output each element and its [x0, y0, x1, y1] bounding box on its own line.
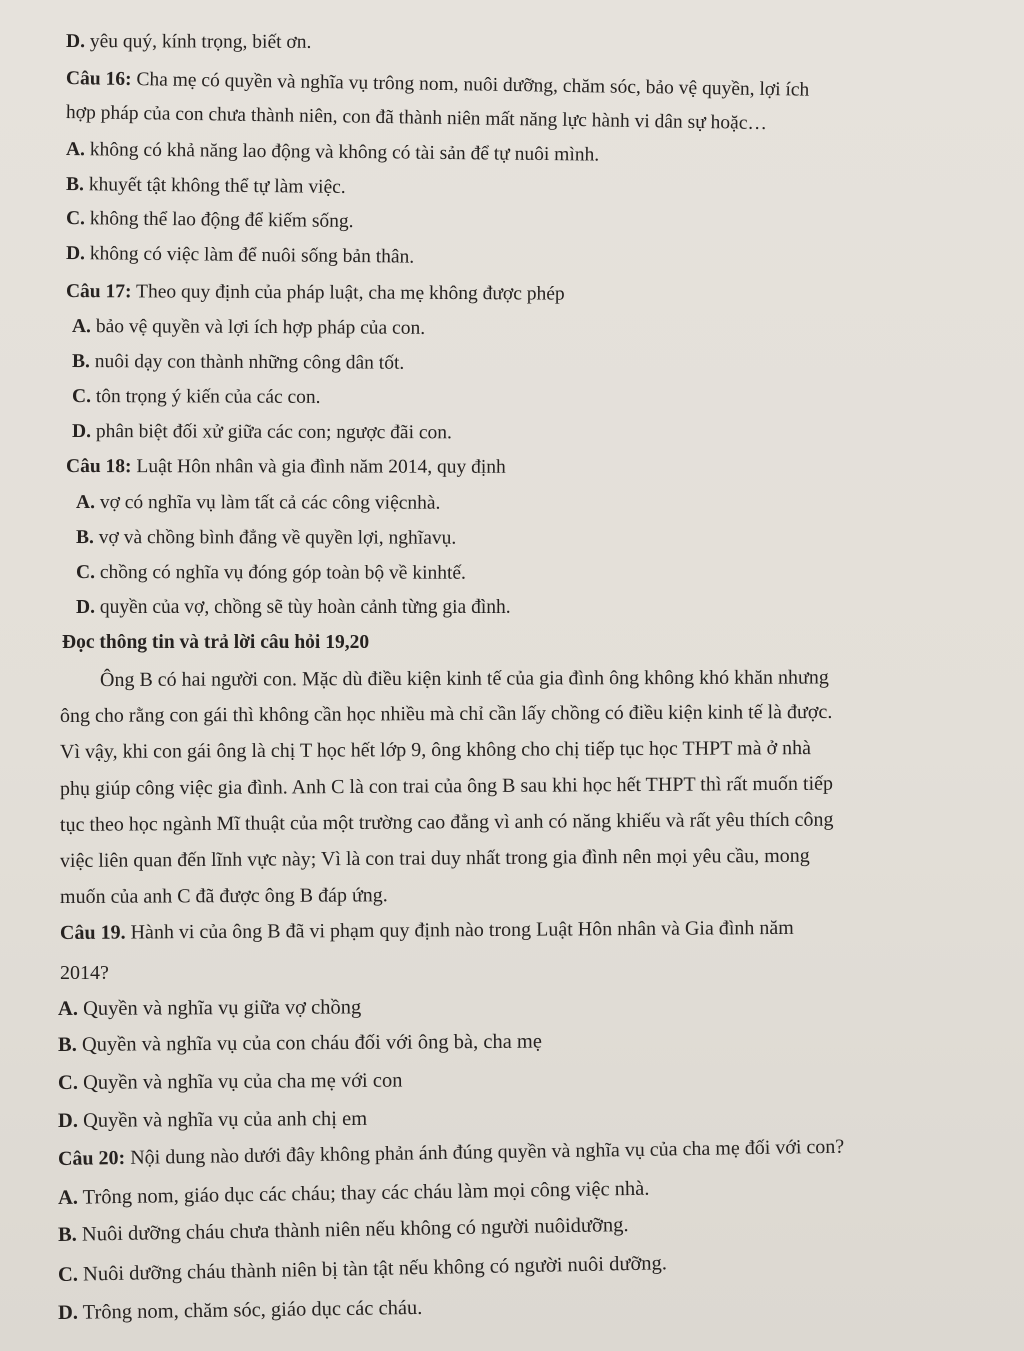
q16-option-b	[66, 172, 346, 201]
q19-option-b	[58, 1029, 542, 1058]
option-text: Trông nom, giáo dục các cháu; thay các cháu làm mọi công việc nhà.	[77, 1177, 650, 1209]
question-number: Câu 16:	[65, 68, 132, 91]
option-text: bảo vệ quyền và lợi ích hợp pháp của con.	[90, 316, 426, 339]
option-label: B.	[57, 1223, 78, 1246]
option-text: không có việc làm để nuôi sống bản thân.	[84, 243, 415, 268]
q18-question	[66, 454, 506, 481]
option-text: yêu quý, kính trọng, biết ơn.	[84, 31, 312, 53]
option-label: B.	[71, 351, 90, 373]
q16-option-a	[66, 137, 599, 169]
question-number: Câu 19.	[59, 921, 126, 944]
option-label: B.	[75, 527, 94, 549]
question-text: Cha mẹ có quyền và nghĩa vụ trông nom, nuôi dưỡng, chăm sóc, bảo vệ quyền, lợi ích	[131, 69, 810, 101]
option-label: A.	[65, 139, 86, 161]
option-label: C.	[57, 1263, 79, 1286]
option-text: quyền của vợ, chồng sẽ tùy hoàn cảnh từng gia đình.	[94, 597, 511, 618]
option-text: Quyền và nghĩa vụ của anh chị em	[77, 1107, 368, 1132]
option-label: D.	[71, 421, 92, 443]
question-number: Câu 18:	[65, 456, 132, 478]
option-label: A.	[71, 316, 92, 338]
reading-line: ông cho rằng con gái thì không cần học nhiều mà chỉ cần lấy chồng có điều kiện kinh tế là được.	[59, 700, 833, 727]
q20-question	[58, 1134, 845, 1172]
option-text: Quyền và nghĩa vụ của cha mẹ với con	[77, 1069, 403, 1094]
option-text: chồng có nghĩa vụ đóng góp toàn bộ về kinhtế.	[94, 562, 466, 584]
q18-option-a	[76, 490, 440, 517]
question-number: Câu 17:	[65, 281, 132, 303]
q20-option-c	[58, 1250, 667, 1288]
option-text: khuyết tật không thể tự làm việc.	[83, 174, 346, 198]
q18-option-b	[76, 525, 456, 552]
option-label: D.	[57, 1109, 79, 1132]
option-text: nuôi dạy con thành những công dân tốt.	[89, 351, 405, 374]
reading-line: Vì vậy, khi con gái ông là chị T học hết lớp 9, ông không cho chị tiếp tục học THPT mà ở nhà	[59, 737, 812, 763]
q19-option-c	[58, 1068, 403, 1096]
reading-line: việc liên quan đến lĩnh vực này; Vì là con trai duy nhất trong gia đình nên mọi yêu cầu, mong	[59, 844, 810, 872]
q20-option-b	[58, 1212, 629, 1248]
option-label: D.	[65, 243, 86, 265]
q17-option-b	[72, 349, 404, 377]
option-text: vợ có nghĩa vụ làm tất cả các công việcnhà.	[94, 492, 441, 514]
reading-heading: Đọc thông tin và trả lời câu hỏi 19,20	[62, 632, 370, 653]
q18-option-c	[76, 560, 466, 587]
option-text: tôn trọng ý kiến của các con.	[90, 386, 321, 408]
option-label: A.	[57, 997, 78, 1020]
option-text: Quyền và nghĩa vụ của con cháu đối với ông bà, cha mẹ	[76, 1030, 543, 1056]
question-text: hợp pháp của con chưa thành niên, con đã thành niên mất năng lực hành vi dân sự hoặc…	[65, 102, 768, 135]
q20-option-a	[58, 1176, 650, 1211]
option-label: C.	[75, 562, 95, 584]
question-text: Luật Hôn nhân và gia đình năm 2014, quy định	[131, 456, 506, 478]
reading-line: phụ giúp công việc gia đình. Anh C là con trai của ông B sau khi học hết THPT thì rất muốn tiếp	[59, 772, 834, 800]
option-text: Nuôi dưỡng cháu chưa thành niên nếu không có người nuôidưỡng.	[76, 1214, 629, 1246]
option-label: B.	[65, 174, 85, 196]
question-text: Nội dung nào dưới đây không phản ánh đúng quyền và nghĩa vụ của cha mẹ đối với con?	[125, 1135, 845, 1169]
option-text: không thể lao động để kiếm sống.	[84, 208, 354, 233]
q16-question-line1	[66, 66, 810, 104]
option-text: Trông nom, chăm sóc, giáo dục các cháu.	[77, 1296, 423, 1324]
reading-line: tục theo học ngành Mĩ thuật của một trường cao đẳng vì anh có năng khiếu và rất yêu thích công	[59, 808, 834, 836]
question-number: Câu 20:	[57, 1146, 126, 1170]
q17-option-a	[72, 314, 425, 342]
q19-option-d	[58, 1106, 367, 1134]
option-text: không có khả năng lao động và không có tài sản để tự nuôi mình.	[84, 139, 600, 166]
option-label: B.	[57, 1033, 77, 1056]
q17-question	[66, 279, 565, 308]
option-label: C.	[57, 1071, 79, 1094]
q17-option-d	[72, 419, 452, 446]
q16-question-line2	[66, 100, 767, 137]
option-label: D.	[76, 597, 95, 618]
q16-option-c	[66, 206, 354, 235]
q20-option-d	[58, 1295, 423, 1326]
q16-option-d	[66, 241, 414, 271]
q17-option-c	[72, 384, 321, 411]
option-label: C.	[65, 208, 86, 230]
option-text: Nuôi dưỡng cháu thành niên bị tàn tật nếu không có người nuôi dưỡng.	[77, 1252, 668, 1286]
q19-question-line2	[60, 960, 109, 986]
option-text: phân biệt đối xử giữa các con; ngược đãi con.	[90, 421, 452, 444]
option-label: C.	[71, 386, 92, 408]
q15-option-d	[66, 29, 311, 56]
question-text: 2014?	[60, 962, 109, 984]
q19-option-a	[58, 994, 361, 1022]
q18-option-d	[76, 595, 511, 621]
option-text: Quyền và nghĩa vụ giữa vợ chồng	[77, 996, 362, 1020]
question-text: Theo quy định của pháp luật, cha mẹ không được phép	[131, 281, 565, 305]
reading-line: Ông B có hai người con. Mặc dù điều kiện kinh tế của gia đình ông không khó khăn nhưng	[99, 666, 829, 691]
option-label: D.	[65, 31, 86, 53]
option-label: D.	[57, 1301, 79, 1324]
option-text: vợ và chồng bình đẳng về quyền lợi, nghĩavụ.	[93, 527, 457, 549]
option-label: A.	[75, 492, 95, 514]
question-text: Hành vi của ông B đã vi phạm quy định nào trong Luật Hôn nhân và Gia đình năm	[125, 916, 794, 944]
q19-question-line1	[60, 915, 794, 946]
reading-line: muốn của anh C đã được ông B đáp ứng.	[59, 884, 388, 908]
option-label: A.	[57, 1186, 79, 1209]
